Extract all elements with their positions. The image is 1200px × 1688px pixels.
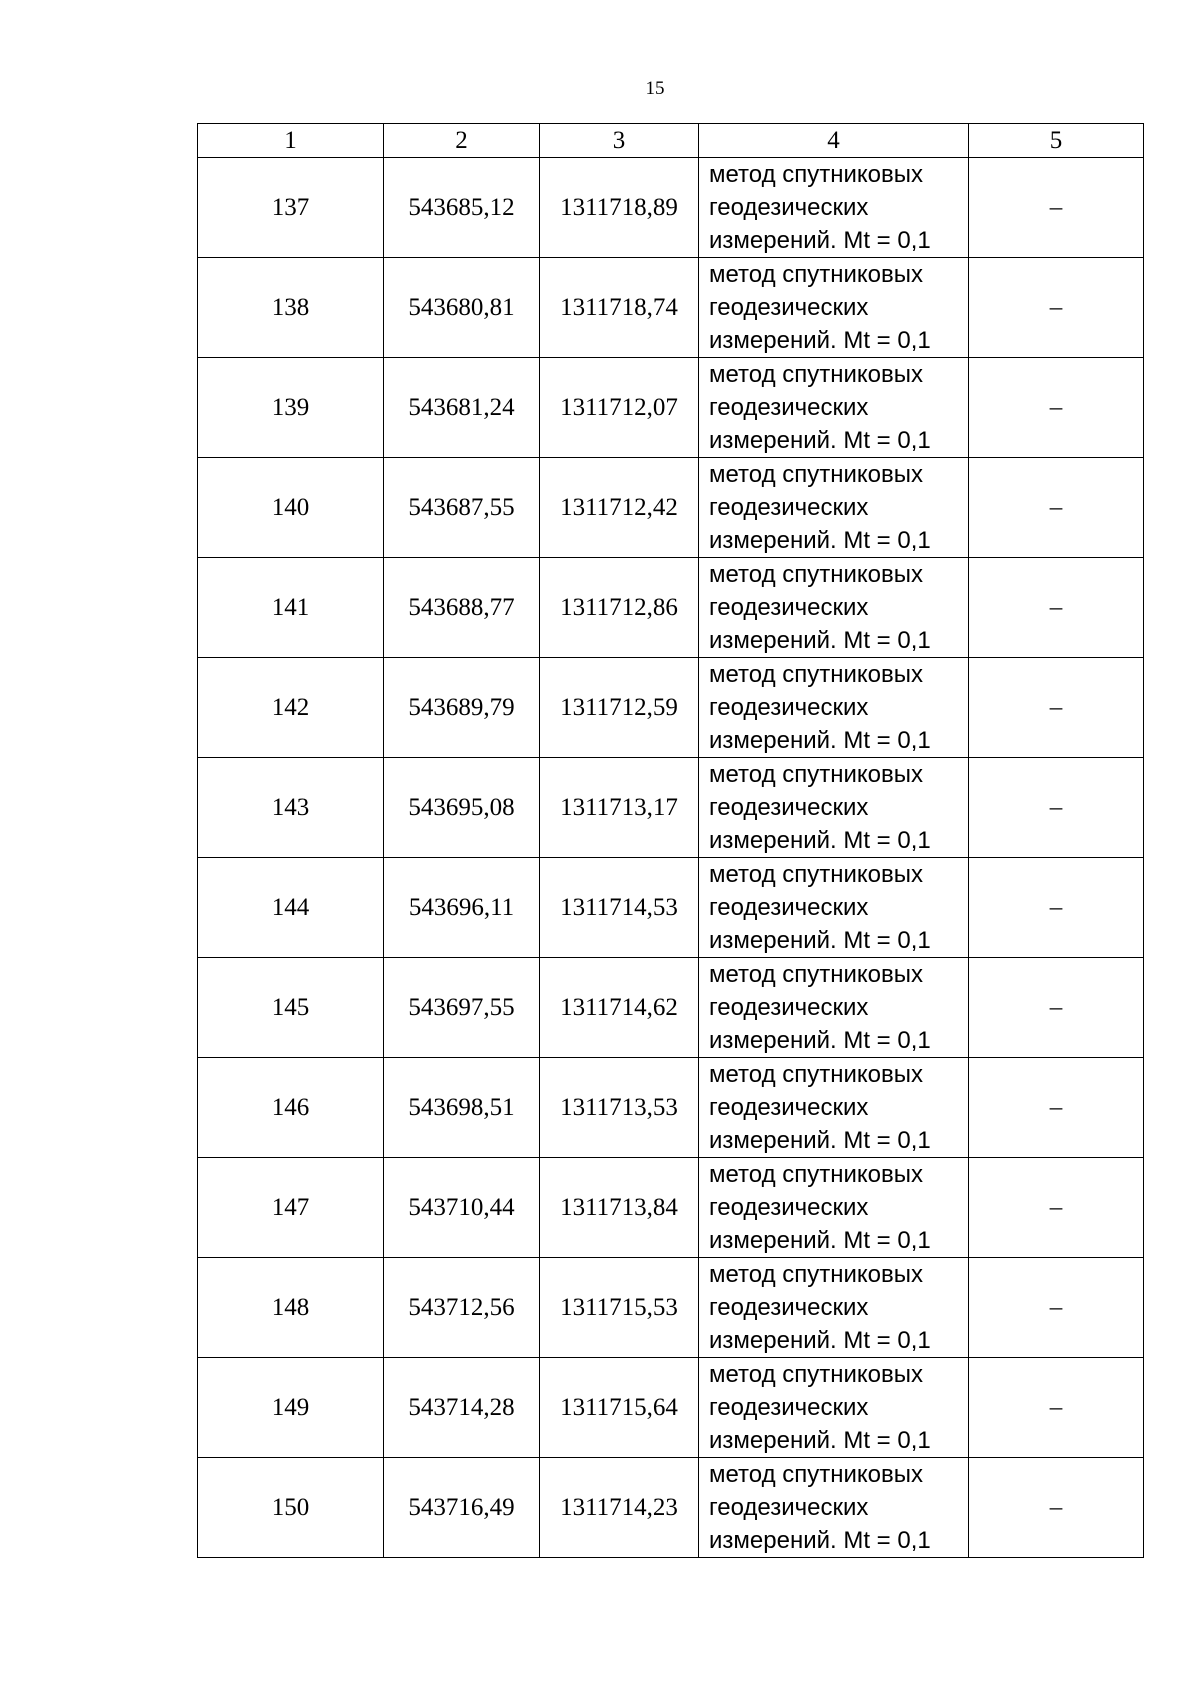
note-cell: – xyxy=(969,358,1144,458)
method-line: метод спутниковых xyxy=(709,761,924,788)
method-line: метод спутниковых xyxy=(709,661,924,688)
method-text xyxy=(709,1258,968,1357)
y-coordinate-cell: 1311714,23 xyxy=(540,1458,699,1558)
method-cell xyxy=(699,158,969,258)
note-cell: – xyxy=(969,558,1144,658)
table-header xyxy=(198,124,1144,158)
method-cell xyxy=(699,858,969,958)
method-cell xyxy=(699,358,969,458)
method-cell xyxy=(699,1058,969,1158)
method-line: геодезических xyxy=(709,594,869,621)
method-line: метод спутниковых xyxy=(709,561,924,588)
y-coordinate-cell: 1311718,89 xyxy=(540,158,699,258)
method-line: измерений. Mt = 0,1 xyxy=(709,427,931,454)
point-number-cell: 150 xyxy=(198,1458,384,1558)
table-row xyxy=(198,1058,1144,1158)
x-coordinate-cell: 543681,24 xyxy=(384,358,540,458)
x-coordinate-cell: 543685,12 xyxy=(384,158,540,258)
method-text xyxy=(709,1458,968,1557)
column-header-1: 1 xyxy=(198,124,384,158)
method-line: геодезических xyxy=(709,894,869,921)
method-line: геодезических xyxy=(709,994,869,1021)
note-cell: – xyxy=(969,758,1144,858)
method-line: геодезических xyxy=(709,794,869,821)
x-coordinate-cell: 543697,55 xyxy=(384,958,540,1058)
note-cell: – xyxy=(969,1458,1144,1558)
column-header-2: 2 xyxy=(384,124,540,158)
table-row xyxy=(198,1158,1144,1258)
method-line: геодезических xyxy=(709,194,869,221)
method-cell xyxy=(699,558,969,658)
method-line: измерений. Mt = 0,1 xyxy=(709,727,931,754)
x-coordinate-cell: 543716,49 xyxy=(384,1458,540,1558)
x-coordinate-cell: 543714,28 xyxy=(384,1358,540,1458)
column-header-4: 4 xyxy=(699,124,969,158)
x-coordinate-cell: 543688,77 xyxy=(384,558,540,658)
table-row xyxy=(198,1458,1144,1558)
column-header-3: 3 xyxy=(540,124,699,158)
method-text xyxy=(709,1358,968,1457)
method-text xyxy=(709,158,968,257)
point-number-cell: 141 xyxy=(198,558,384,658)
method-text xyxy=(709,658,968,757)
table-row xyxy=(198,658,1144,758)
table-row xyxy=(198,1258,1144,1358)
method-line: метод спутниковых xyxy=(709,1461,924,1488)
table-body xyxy=(198,158,1144,1558)
y-coordinate-cell: 1311712,42 xyxy=(540,458,699,558)
table-row xyxy=(198,158,1144,258)
table-row xyxy=(198,558,1144,658)
y-coordinate-cell: 1311718,74 xyxy=(540,258,699,358)
method-text xyxy=(709,358,968,457)
x-coordinate-cell: 543710,44 xyxy=(384,1158,540,1258)
note-cell: – xyxy=(969,1158,1144,1258)
method-text xyxy=(709,258,968,357)
point-number-cell: 149 xyxy=(198,1358,384,1458)
point-number-cell: 142 xyxy=(198,658,384,758)
point-number-cell: 148 xyxy=(198,1258,384,1358)
method-cell xyxy=(699,658,969,758)
method-line: метод спутниковых xyxy=(709,1361,924,1388)
y-coordinate-cell: 1311713,53 xyxy=(540,1058,699,1158)
point-number-cell: 144 xyxy=(198,858,384,958)
header-row xyxy=(198,124,1144,158)
method-line: измерений. Mt = 0,1 xyxy=(709,1027,931,1054)
method-text xyxy=(709,1058,968,1157)
method-line: метод спутниковых xyxy=(709,1161,924,1188)
point-number-cell: 140 xyxy=(198,458,384,558)
method-line: метод спутниковых xyxy=(709,961,924,988)
method-line: геодезических xyxy=(709,294,869,321)
method-line: метод спутниковых xyxy=(709,161,924,188)
y-coordinate-cell: 1311712,86 xyxy=(540,558,699,658)
method-line: метод спутниковых xyxy=(709,1261,924,1288)
x-coordinate-cell: 543698,51 xyxy=(384,1058,540,1158)
note-cell: – xyxy=(969,1358,1144,1458)
table-row xyxy=(198,958,1144,1058)
method-line: геодезических xyxy=(709,394,869,421)
method-line: геодезических xyxy=(709,1494,869,1521)
method-line: геодезических xyxy=(709,1294,869,1321)
point-number-cell: 138 xyxy=(198,258,384,358)
point-number-cell: 143 xyxy=(198,758,384,858)
method-line: метод спутниковых xyxy=(709,861,924,888)
method-cell xyxy=(699,958,969,1058)
y-coordinate-cell: 1311713,17 xyxy=(540,758,699,858)
method-line: метод спутниковых xyxy=(709,261,924,288)
method-text xyxy=(709,458,968,557)
note-cell: – xyxy=(969,958,1144,1058)
note-cell: – xyxy=(969,158,1144,258)
coordinates-table xyxy=(197,123,1144,1558)
note-cell: – xyxy=(969,858,1144,958)
table-row xyxy=(198,258,1144,358)
x-coordinate-cell: 543689,79 xyxy=(384,658,540,758)
table-row xyxy=(198,758,1144,858)
point-number-cell: 146 xyxy=(198,1058,384,1158)
method-line: измерений. Mt = 0,1 xyxy=(709,327,931,354)
point-number-cell: 139 xyxy=(198,358,384,458)
method-text xyxy=(709,1158,968,1257)
y-coordinate-cell: 1311712,07 xyxy=(540,358,699,458)
method-line: метод спутниковых xyxy=(709,1061,924,1088)
method-cell xyxy=(699,458,969,558)
note-cell: – xyxy=(969,458,1144,558)
table-row xyxy=(198,358,1144,458)
method-line: измерений. Mt = 0,1 xyxy=(709,627,931,654)
x-coordinate-cell: 543696,11 xyxy=(384,858,540,958)
x-coordinate-cell: 543695,08 xyxy=(384,758,540,858)
method-line: геодезических xyxy=(709,1194,869,1221)
method-line: геодезических xyxy=(709,1094,869,1121)
x-coordinate-cell: 543687,55 xyxy=(384,458,540,558)
column-header-5: 5 xyxy=(969,124,1144,158)
method-cell xyxy=(699,1358,969,1458)
note-cell: – xyxy=(969,1258,1144,1358)
method-cell xyxy=(699,758,969,858)
y-coordinate-cell: 1311712,59 xyxy=(540,658,699,758)
method-line: измерений. Mt = 0,1 xyxy=(709,1127,931,1154)
method-line: геодезических xyxy=(709,1394,869,1421)
method-line: измерений. Mt = 0,1 xyxy=(709,227,931,254)
method-line: измерений. Mt = 0,1 xyxy=(709,1327,931,1354)
y-coordinate-cell: 1311715,64 xyxy=(540,1358,699,1458)
point-number-cell: 137 xyxy=(198,158,384,258)
method-line: метод спутниковых xyxy=(709,461,924,488)
table-row xyxy=(198,458,1144,558)
method-text xyxy=(709,558,968,657)
method-line: измерений. Mt = 0,1 xyxy=(709,827,931,854)
method-line: измерений. Mt = 0,1 xyxy=(709,927,931,954)
method-line: измерений. Mt = 0,1 xyxy=(709,527,931,554)
note-cell: – xyxy=(969,658,1144,758)
y-coordinate-cell: 1311714,62 xyxy=(540,958,699,1058)
method-text xyxy=(709,858,968,957)
method-line: геодезических xyxy=(709,694,869,721)
point-number-cell: 145 xyxy=(198,958,384,1058)
method-cell xyxy=(699,1258,969,1358)
page-number: 15 xyxy=(645,78,665,99)
x-coordinate-cell: 543712,56 xyxy=(384,1258,540,1358)
note-cell: – xyxy=(969,1058,1144,1158)
point-number-cell: 147 xyxy=(198,1158,384,1258)
table-row xyxy=(198,858,1144,958)
table-row xyxy=(198,1358,1144,1458)
y-coordinate-cell: 1311715,53 xyxy=(540,1258,699,1358)
method-line: геодезических xyxy=(709,494,869,521)
x-coordinate-cell: 543680,81 xyxy=(384,258,540,358)
method-line: измерений. Mt = 0,1 xyxy=(709,1227,931,1254)
method-cell xyxy=(699,1458,969,1558)
method-line: измерений. Mt = 0,1 xyxy=(709,1527,931,1554)
method-cell xyxy=(699,1158,969,1258)
note-cell: – xyxy=(969,258,1144,358)
method-line: измерений. Mt = 0,1 xyxy=(709,1427,931,1454)
y-coordinate-cell: 1311714,53 xyxy=(540,858,699,958)
method-cell xyxy=(699,258,969,358)
method-line: метод спутниковых xyxy=(709,361,924,388)
method-text xyxy=(709,958,968,1057)
method-text xyxy=(709,758,968,857)
y-coordinate-cell: 1311713,84 xyxy=(540,1158,699,1258)
